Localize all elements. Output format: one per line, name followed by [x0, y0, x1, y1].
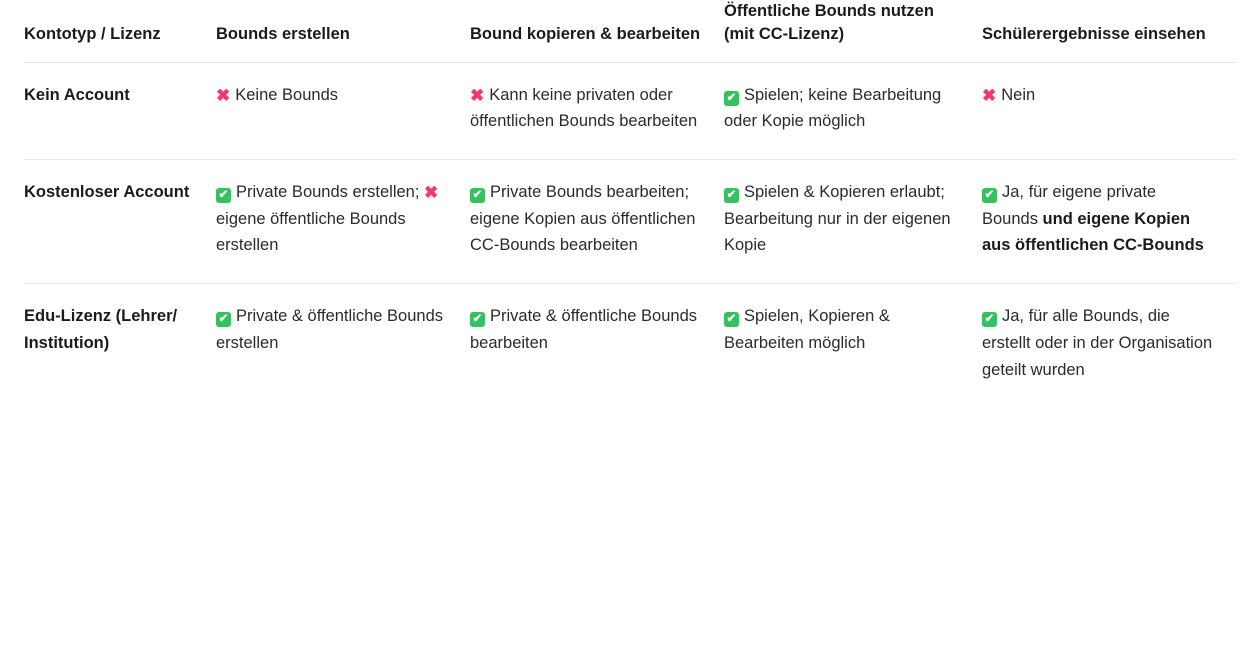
- cell-text: Spielen & Kopieren erlaubt; Bearbeitung nur in der eigenen Kopie: [724, 182, 951, 255]
- cell-text: Ja, für eigene private Bounds: [982, 182, 1157, 228]
- check-icon: ✔: [982, 312, 997, 327]
- cell-no-account-public-use: [724, 62, 982, 159]
- check-icon: ✔: [724, 188, 739, 203]
- cell-text: Private Bounds bearbeiten; eigene Kopien aus öffentlichen CC-Bounds bearbeiten: [470, 182, 696, 255]
- cell-text-secondary: eigene öffentliche Bounds erstellen: [216, 209, 406, 255]
- cell-text: Nein: [1001, 85, 1036, 104]
- cell-text: Ja, für alle Bounds, die erstellt oder in der Organisation geteilt wurden: [982, 307, 1213, 379]
- cell-text: Kann keine privaten oder öffentlichen Bounds bearbeiten: [470, 85, 698, 131]
- cell-text: Private Bounds erstellen;: [236, 182, 425, 201]
- table-row: [24, 284, 1236, 408]
- check-icon: ✔: [470, 188, 485, 203]
- cell-free-account-results: [982, 159, 1236, 283]
- cell-free-account-copy-edit: [470, 159, 724, 283]
- cross-icon: ✖: [470, 85, 485, 105]
- account-license-comparison-table: [24, 0, 1236, 407]
- table-body: [24, 62, 1236, 407]
- cell-free-account-create: [216, 159, 470, 283]
- cell-text: Spielen, Kopieren & Bearbeiten möglich: [724, 307, 890, 352]
- cell-text: Private & öffentliche Bounds bearbeiten: [470, 307, 697, 352]
- check-icon: ✔: [216, 188, 231, 203]
- row-header-free-account: Kostenloser Account: [24, 159, 216, 283]
- cell-no-account-copy-edit: [470, 62, 724, 159]
- cell-edu-public-use: [724, 284, 982, 408]
- row-header-edu-license: Edu-Lizenz (Lehrer/ Institution): [24, 307, 178, 352]
- column-header-account-type: Kontotyp / Lizenz: [24, 0, 216, 62]
- check-icon: ✔: [216, 312, 231, 327]
- cell-no-account-create: [216, 62, 470, 159]
- cell-text: Spielen; keine Bearbeitung oder Kopie möglich: [724, 85, 942, 131]
- cell-free-account-public-use: [724, 159, 982, 283]
- table-header: [24, 0, 1236, 62]
- cross-icon: ✖: [982, 85, 997, 105]
- cross-icon: ✖: [216, 85, 231, 105]
- cell-text: Private & öffentliche Bounds erstellen: [216, 307, 443, 352]
- column-header-public-bounds-cc: Öffentliche Bounds nutzen (mit CC-Lizenz): [724, 0, 982, 62]
- check-icon: ✔: [470, 312, 485, 327]
- table-header-row: [24, 0, 1236, 62]
- row-header-no-account: Kein Account: [24, 62, 216, 159]
- check-icon: ✔: [724, 312, 739, 327]
- table-row: [24, 159, 1236, 283]
- column-header-student-results: Schülerergebnisse einsehen: [982, 0, 1236, 62]
- cell-edu-create: [216, 284, 470, 408]
- table-row: [24, 62, 1236, 159]
- check-icon: ✔: [982, 188, 997, 203]
- cell-edu-copy-edit: [470, 284, 724, 408]
- check-icon: ✔: [724, 91, 739, 106]
- cell-no-account-results: [982, 62, 1236, 159]
- column-header-copy-edit-bound: Bound kopieren & bearbeiten: [470, 0, 724, 62]
- column-header-create-bounds: Bounds erstellen: [216, 0, 470, 62]
- cell-text-emphasis: und eigene Kopien aus öffentlichen CC-Bounds: [982, 209, 1204, 255]
- cell-text: Keine Bounds: [235, 85, 338, 104]
- cell-edu-results: [982, 284, 1236, 408]
- cross-icon: ✖: [424, 182, 439, 202]
